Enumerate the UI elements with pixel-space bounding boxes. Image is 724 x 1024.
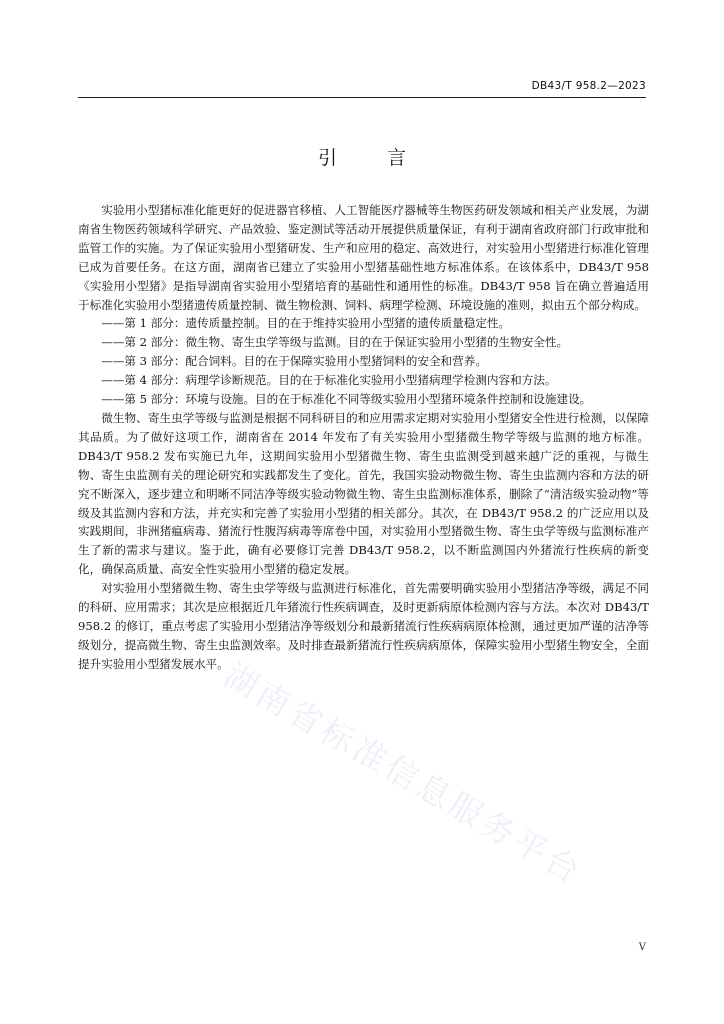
body-text bbox=[78, 201, 649, 674]
header-rule bbox=[78, 97, 646, 98]
watermark: 湖南省标准信息服务平台 bbox=[217, 655, 590, 893]
list-item-part-4: ——第 4 部分：病理学诊断规范。目的在于标准化实验用小型猪病理学检测内容和方法。 bbox=[101, 373, 557, 388]
list-item-part-3: ——第 3 部分：配合饲料。目的在于保障实验用小型猪饲料的安全和营养。 bbox=[101, 354, 487, 369]
list-item-part-2: ——第 2 部分：微生物、寄生虫学等级与监测。目的在于保证实验用小型猪的生物安全性。 bbox=[101, 335, 569, 350]
list-item-part-5: ——第 5 部分：环境与设施。目的在于标准化不同等级实验用小型猪环境条件控制和设施建设。 bbox=[101, 392, 592, 407]
paragraph-monitoring: 微生物、寄生虫学等级与监测是根据不同科研目的和应用需求定期对实验用小型猪安全性进行检测，以保障其品质。为了做好这项工作，湖南省在 2014 年发布了有关实验用小型猪微生物学等级与监测的地方标准。DB43/T 958.2 发布实施已九年，这期间实验用小型猪微生物、寄生虫监测受到越来越广泛的重视，与微生物、寄生虫监测有关的理论研究和实践都发生了变化。首先，我国实验动物微生物、寄生虫监测内容和方法的研究不断深入，逐步建立和明晰不同洁净等级实验动物微生物、寄生虫监测标准体系，删除了“清洁级实验动物”等级及其监测内容和方法，并充实和完善了实验用小型猪的相关部分。其次，在 DB43/T 958.2 的广泛应用以及实践期间，非洲猪瘟病毒、猪流行性腹泻病毒等席卷中国，对实验用小型猪微生物、寄生虫学等级与监测标准产生了新的需求与建议。鉴于此，确有必要修订完善 DB43/T 958.2，以不断监测国内外猪流行性疾病的新变化，确保高质量、高安全性实验用小型猪的稳定发展。 bbox=[78, 410, 649, 577]
page-title: 引 言 bbox=[317, 147, 429, 169]
page-number: V bbox=[638, 942, 646, 953]
paragraph-revision: 对实验用小型猪微生物、寄生虫学等级与监测进行标准化，首先需要明确实验用小型猪洁净等级，满足不同的科研、应用需求；其次是应根据近几年猪流行性疾病调查，及时更新病原体检测内容与方法。本次对 DB43/T 958.2 的修订，重点考虑了实验用小型猪洁净等级划分和最新猪流行性疾病病原体检测，通过更加严谨的洁净等级划分，提高微生物、寄生虫监测效率。及时排查最新猪流行性疾病病原体，保障实验用小型猪生物安全，全面提升实验用小型猪发展水平。 bbox=[78, 581, 649, 671]
paragraph-intro: 实验用小型猪标准化能更好的促进器官移植、人工智能医疗器械等生物医药研发领域和相关产业发展，为湖南省生物医药领域科学研究、产品效验、鉴定测试等活动开展提供质量保证，有利于湖南省政府部门行政审批和监管工作的实施。为了保证实验用小型猪研发、生产和应用的稳定、高效进行，对实验用小型猪进行标准化管理已成为首要任务。在这方面，湖南省已建立了实验用小型猪基础性地方标准体系。在该体系中，DB43/T 958《实验用小型猪》是指导湖南省实验用小型猪培育的基础性和通用性的标准。DB43/T 958 旨在确立普遍适用于标准化实验用小型猪遗传质量控制、微生物检测、饲料、病理学检测、环境设施的准则，拟由五个部分构成。 bbox=[78, 203, 649, 312]
header-code: DB43/T 958.2—2023 bbox=[531, 80, 646, 92]
list-item-part-1: ——第 1 部分：遗传质量控制。目的在于维持实验用小型猪的遗传质量稳定性。 bbox=[101, 316, 511, 331]
